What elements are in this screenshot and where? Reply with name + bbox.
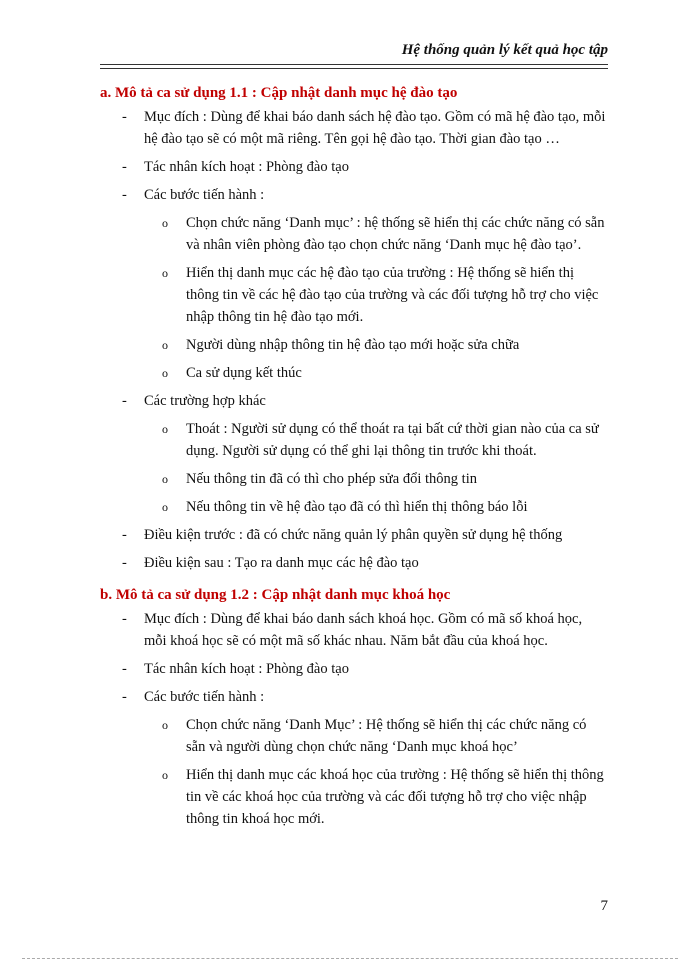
section-a-other-case: o Nếu thông tin đã có thì cho phép sửa đổi thông tin xyxy=(100,468,608,490)
section-b-purpose: - Mục đích : Dùng để khai báo danh sách khoá học. Gồm có mã số khoá học, mỗi khoá học sẽ có một mã số khác nhau. Năm bắt đầu của khoá học. xyxy=(100,608,608,652)
section-b-steps-label: - Các bước tiến hành : xyxy=(100,686,608,708)
section-b-step: o Hiển thị danh mục các khoá học của trường : Hệ thống sẽ hiển thị thông tin về các khoá học của trường và các đối tượng hỗ trợ cho việc nhập thông tin khoá học mới. xyxy=(100,764,608,830)
section-a-precondition: - Điều kiện trước : đã có chức năng quản lý phân quyền sử dụng hệ thống xyxy=(100,524,608,546)
section-a-purpose: - Mục đích : Dùng để khai báo danh sách hệ đào tạo. Gồm có mã hệ đào tạo, mỗi hệ đào tạo sẽ có một mã riêng. Tên gọi hệ đào tạo. Thời gian đào tạo … xyxy=(100,106,608,150)
section-a-step: o Chọn chức năng ‘Danh mục’ : hệ thống sẽ hiển thị các chức năng có sẵn và nhân viên phòng đào tạo chọn chức năng ‘Danh mục hệ đào tạo’. xyxy=(100,212,608,256)
section-b-heading: b. Mô tả ca sử dụng 1.2 : Cập nhật danh mục khoá học xyxy=(100,587,451,603)
section-a-actor: - Tác nhân kích hoạt : Phòng đào tạo xyxy=(100,156,608,178)
section-a-other-label: - Các trường hợp khác xyxy=(100,390,608,412)
section-a-step: o Hiển thị danh mục các hệ đào tạo của trường : Hệ thống sẽ hiển thị thông tin về các hệ đào tạo của trường và các đối tượng hỗ trợ cho việc nhập thông tin hệ đào tạo mới. xyxy=(100,262,608,328)
section-a-other-case: o Nếu thông tin về hệ đào tạo đã có thì hiển thị thông báo lỗi xyxy=(100,496,608,518)
document-body xyxy=(100,82,608,836)
section-a-step: o Người dùng nhập thông tin hệ đào tạo mới hoặc sửa chữa xyxy=(100,334,608,356)
header-rule-secondary xyxy=(100,68,608,69)
section-a-step: o Ca sử dụng kết thúc xyxy=(100,362,608,384)
section-a-other-case: o Thoát : Người sử dụng có thể thoát ra tại bất cứ thời gian nào của ca sử dụng. Người sử dụng có thể ghi lại thông tin trước khi thoát. xyxy=(100,418,608,462)
section-b-step: o Chọn chức năng ‘Danh Mục’ : Hệ thống sẽ hiển thị các chức năng có sẵn và người dùng chọn chức năng ‘Danh mục khoá học’ xyxy=(100,714,608,758)
page-number: 7 xyxy=(600,898,608,914)
running-header: Hệ thống quản lý kết quả học tập xyxy=(401,42,608,58)
section-a-postcondition: - Điều kiện sau : Tạo ra danh mục các hệ đào tạo xyxy=(100,552,608,574)
section-a-steps-label: - Các bước tiến hành : xyxy=(100,184,608,206)
section-a-heading: a. Mô tả ca sử dụng 1.1 : Cập nhật danh mục hệ đào tạo xyxy=(100,85,458,101)
section-b-actor: - Tác nhân kích hoạt : Phòng đào tạo xyxy=(100,658,608,680)
header-rule xyxy=(100,64,608,65)
page-boundary xyxy=(22,958,678,959)
